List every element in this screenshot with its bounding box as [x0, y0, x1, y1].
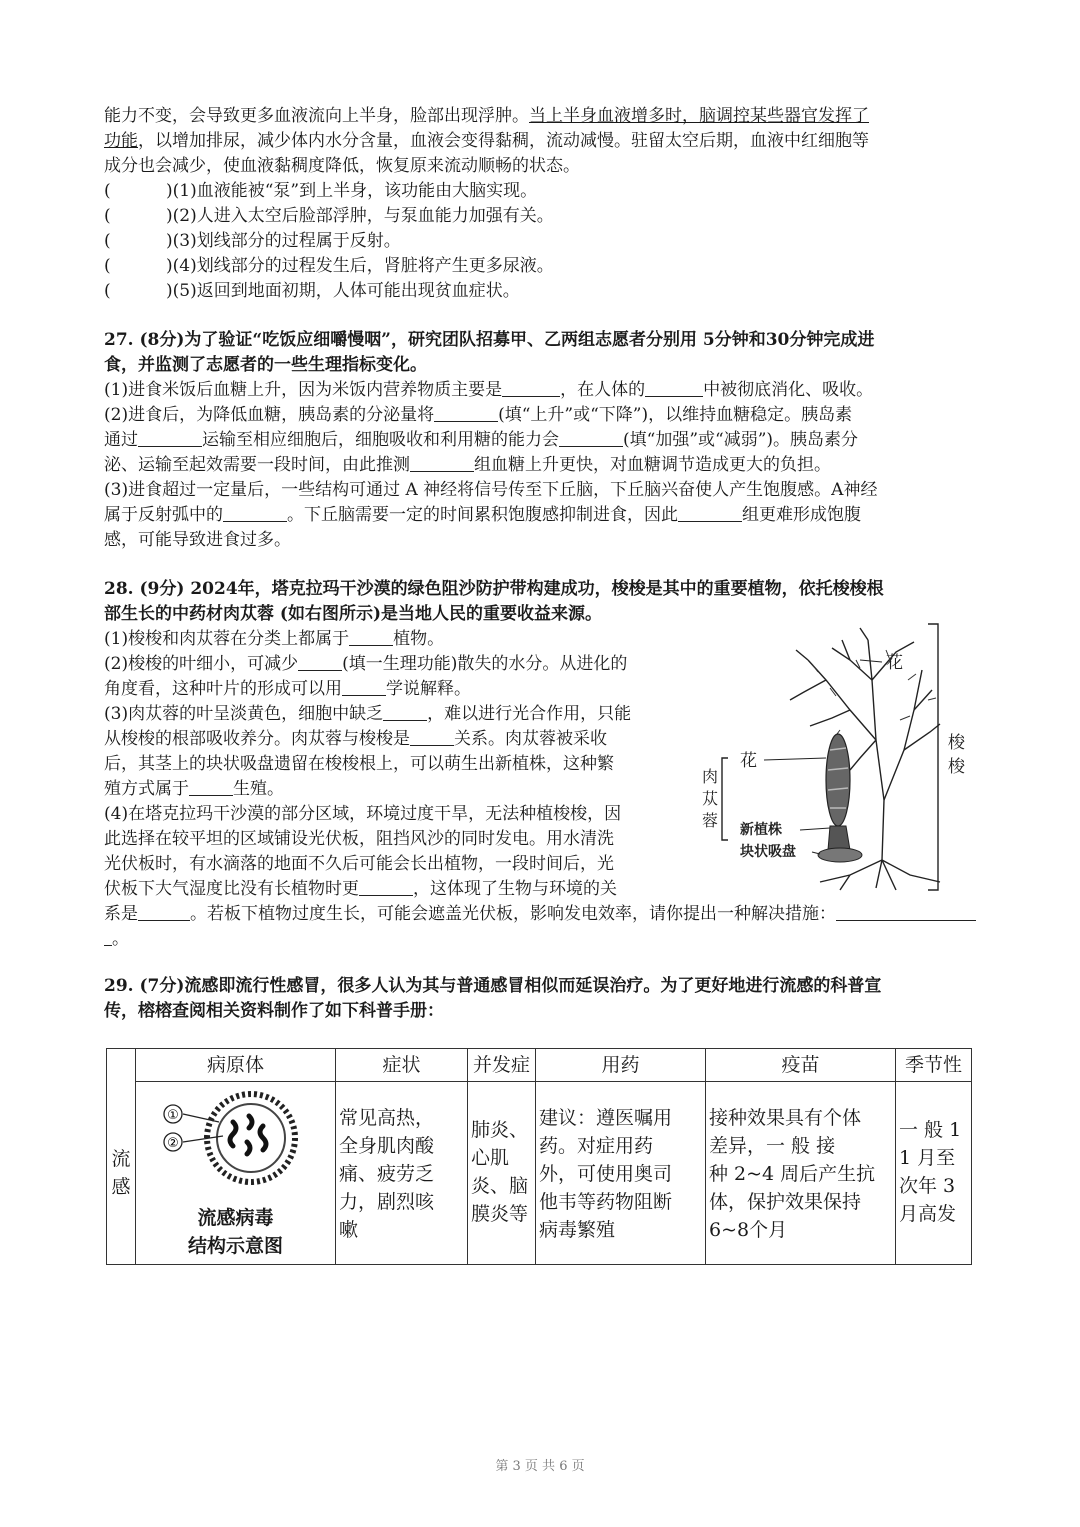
q26-item-text: (5)返回到地面初期，人体可能出现贫血症状。: [172, 281, 520, 301]
q27-sub-3-line-2: [104, 503, 861, 527]
q27-text: 。下丘脑需要一定的时间累积饱腹感抑制进食，因此: [287, 505, 678, 525]
figure-label-char: 梭: [948, 757, 965, 777]
answer-paren-close: ): [166, 256, 173, 276]
roucongrong-plant-drawing: [818, 734, 862, 862]
answer-blank[interactable]: [359, 877, 413, 896]
q27-text: 组更难形成饱腹: [742, 505, 861, 525]
q28-sub-4-line-2: 此选择在较平坦的区域铺设光伏板，阻挡风沙的同时发电。用水清洗: [104, 829, 614, 849]
q28-text: (1)梭梭和肉苁蓉在分类上都属于: [104, 629, 350, 649]
answer-paren-close: ): [166, 231, 173, 251]
q28-text: 。若板下植物过度生长，可能会遮盖光伏板，影响发电效率，请你提出一种解决措施：: [190, 904, 836, 924]
q26-item-5: [104, 279, 520, 303]
answer-blank[interactable]: [410, 727, 454, 746]
q28-text: ，这体现了生物与环境的关: [413, 879, 617, 899]
table-row: [107, 1082, 972, 1265]
table-header-symptoms: 症状: [336, 1049, 468, 1082]
q28-text: (2)梭梭的叶细小，可减少: [104, 654, 299, 674]
q26-item-3: [104, 229, 401, 253]
medication-line: 病毒繁殖: [539, 1219, 616, 1241]
table-header-medication: 用药: [536, 1049, 706, 1082]
q28-text: 角度看，这种叶片的形成可以用: [104, 679, 342, 699]
symptoms-line: 常见高热，: [339, 1107, 435, 1129]
answer-blank[interactable]: [223, 503, 287, 522]
answer-blank[interactable]: [138, 902, 190, 921]
complications-line: 心肌: [471, 1147, 510, 1169]
symptoms-line: 力，剧烈咳: [339, 1191, 435, 1213]
suosuo-bracket: [928, 624, 938, 890]
answer-paren-open[interactable]: (: [104, 181, 111, 201]
q28-sub-2-line-1: [104, 652, 627, 676]
roucongrong-bracket: [722, 758, 728, 840]
answer-paren-close: ): [166, 281, 173, 301]
q26-paragraph-line-2: [104, 129, 869, 153]
virus-structure-diagram: [151, 1086, 321, 1196]
q27-text: ，在人体的: [560, 380, 646, 400]
q28-text: 伏板下大气湿度比没有长植物时更: [104, 879, 359, 899]
vaccine-line: 6~8个月: [709, 1219, 788, 1241]
q27-sub-3-line-3: 感，可能导致进食过多。: [104, 530, 291, 550]
leader-flower: [764, 758, 826, 760]
answer-paren-open[interactable]: (: [104, 206, 111, 226]
q29-title-line-2: 传，榕榕查阅相关资料制作了如下科普手册：: [104, 1001, 444, 1021]
figure-label-suosuo: [948, 733, 966, 777]
table-header-row: [107, 1049, 972, 1082]
vaccine-line: 差异，一 般 接: [709, 1135, 836, 1157]
q28-sub-3-line-1: [104, 702, 631, 726]
q28-sub-1: [104, 627, 444, 651]
q27-sub-3-line-1: (3)进食超过一定量后，一些结构可通过 A 神经将信号传至下丘脑，下丘脑兴奋使人产生饱腹感。A神经: [104, 480, 878, 500]
q26-item-text: (1)血液能被“泵”到上半身，该功能由大脑实现。: [172, 181, 538, 201]
symptoms-line: 痛、疲劳乏: [339, 1163, 435, 1185]
q27-text: 组血糖上升更快，对血糖调节造成更大的负担。: [474, 455, 831, 475]
q28-text: 关系。肉苁蓉被采收: [454, 729, 607, 749]
q26-text: 能力不变，会导致更多血液流向上半身，脸部出现浮肿。: [104, 106, 529, 126]
q28-sub-4-line-3: 光伏板时，有水滴落的地面不久后可能会长出植物，一段时间后，光: [104, 854, 614, 874]
table-row-label: 流感: [107, 1082, 136, 1265]
answer-blank[interactable]: [349, 627, 393, 646]
page-footer: 第 3 页 共 6 页: [495, 1459, 585, 1474]
medication-line: 药。对症用药: [539, 1135, 654, 1157]
figure-label-char: 苁: [702, 789, 719, 808]
q27-sub-2-line-1: [104, 403, 852, 427]
answer-paren-open[interactable]: (: [104, 231, 111, 251]
table-header-vaccine: 疫苗: [706, 1049, 896, 1082]
leader-new-plant: [800, 828, 830, 830]
figure-label-suosuo-text: [948, 733, 966, 777]
medication-line: 外，可使用奥司: [539, 1163, 673, 1185]
virus-figure-cell: [136, 1082, 336, 1265]
figure-label-roucongrong: [702, 767, 718, 830]
q28-sub-4-line-1: (4)在塔克拉玛干沙漠的部分区域，环境过度干旱，无法种植梭梭，因: [104, 804, 622, 824]
season-line: 一 般 1: [899, 1119, 962, 1141]
complications-line: 炎、脑: [471, 1175, 529, 1197]
q28-text: 殖方式属于: [104, 779, 189, 799]
answer-paren-open[interactable]: (: [104, 281, 111, 301]
q26-underlined-text: 当上半身血液增多时，脑调控某些器官发挥了: [529, 106, 869, 126]
q28-sub-3-line-2: [104, 727, 607, 751]
suosuo-roucongrong-figure: [700, 620, 975, 895]
answer-blank[interactable]: [559, 428, 623, 447]
symptoms-line: 嗽: [339, 1219, 359, 1241]
season-line: 1 月至: [899, 1147, 956, 1169]
q27-sub-1: [104, 378, 873, 402]
symptoms-cell: [336, 1082, 468, 1265]
q27-text: 运输至相应细胞后，细胞吸收和利用糖的能力会: [202, 430, 559, 450]
q28-title-line-2: 部生长的中药材肉苁蓉 (如右图所示)是当地人民的重要收益来源。: [104, 604, 603, 624]
complications-line: 肺炎、: [471, 1119, 529, 1141]
medication-line: 建议：遵医嘱用: [539, 1107, 673, 1129]
table-header-season: 季节性: [896, 1049, 972, 1082]
q27-text: (填“加强”或“减弱”)。胰岛素分: [623, 430, 859, 450]
q26-item-text: (3)划线部分的过程属于反射。: [172, 231, 401, 251]
q26-text: ，以增加排尿，减少体内水分含量，血液会变得黏稠，流动减慢。驻留太空后期，血液中红细胞等: [138, 131, 869, 151]
season-cell: [896, 1082, 972, 1265]
table-header-complications: 并发症: [468, 1049, 536, 1082]
q28-text: (3)肉苁蓉的叶呈淡黄色，细胞中缺乏: [104, 704, 384, 724]
virus-caption-line-1: 流感病毒: [197, 1207, 274, 1229]
virus-marker-1-label: ①: [166, 1108, 179, 1123]
q27-text: 泌、运输至起效需要一段时间，由此推测: [104, 455, 410, 475]
q26-item-text: (2)人进入太空后脸部浮肿，与泵血能力加强有关。: [172, 206, 554, 226]
figure-label-char: 肉: [702, 767, 719, 786]
q27-sub-2-line-2: [104, 428, 858, 452]
q26-item-4: [104, 254, 554, 278]
q28-text: 生殖。: [233, 779, 284, 799]
answer-blank[interactable]: [434, 403, 498, 422]
q28-text: 植物。: [393, 629, 445, 649]
answer-blank[interactable]: [342, 677, 386, 696]
q26-item-1: [104, 179, 537, 203]
figure-label-char: 梭: [948, 733, 965, 753]
answer-blank[interactable]: [298, 652, 342, 671]
q27-title-line-1: 27. (8分)为了验证“吃饭应细嚼慢咽”，研究团队招募甲、乙两组志愿者分别用 5分钟和30分钟完成进: [104, 330, 875, 350]
answer-paren-close: ): [166, 206, 173, 226]
season-line: 次年 3: [899, 1175, 956, 1197]
answer-paren-open[interactable]: (: [104, 256, 111, 276]
virus-capsid: [217, 1104, 285, 1172]
table-header-empty: [107, 1049, 136, 1082]
complications-cell: [468, 1082, 536, 1265]
q28-text: 学说解释。: [386, 679, 471, 699]
answer-blank-continued[interactable]: [104, 927, 112, 946]
answer-blank[interactable]: [410, 453, 474, 472]
q28-text: 从梭梭的根部吸收养分。肉苁蓉与梭梭是: [104, 729, 410, 749]
figure-label-flower-top: 花: [886, 653, 903, 673]
figure-label-char: 蓉: [702, 811, 719, 830]
symptoms-line: 全身肌肉酸: [339, 1135, 435, 1157]
q28-sub-2-line-2: [104, 677, 471, 701]
q27-text: 属于反射弧中的: [104, 505, 223, 525]
medication-cell: [536, 1082, 706, 1265]
answer-blank[interactable]: [678, 503, 742, 522]
virus-caption-line-2: 结构示意图: [187, 1235, 283, 1257]
q28-sub-4-line-6: [104, 927, 129, 951]
q27-text: (填“上升”或“下降”)，以维持血糖稳定。胰岛素: [498, 405, 853, 425]
table-header-pathogen: 病原体: [136, 1049, 336, 1082]
q26-paragraph-line-1: [104, 104, 869, 128]
figure-label-roucongrong-text: [702, 767, 718, 830]
answer-paren-close: ): [166, 181, 173, 201]
q27-text: (1)进食米饭后血糖上升，因为米饭内营养物质主要是: [104, 380, 503, 400]
q28-sub-4-line-4: [104, 877, 617, 901]
q26-item-2: [104, 204, 554, 228]
q28-text: 系是: [104, 904, 138, 924]
q29-title-line-1: 29. (7分)流感即流行性感冒，很多人认为其与普通感冒相似而延误治疗。为了更好地进行流感的科普宣: [104, 976, 882, 996]
virus-marker-2-label: ②: [166, 1136, 179, 1151]
figure-label-new-plant: 新植株: [740, 822, 782, 838]
figure-label-sucker: 块状吸盘: [740, 844, 796, 860]
q28-title-line-1: 28. (9分) 2024年，塔克拉玛干沙漠的绿色阻沙防护带构建成功，梭梭是其中的重要植物，依托梭梭根: [104, 579, 884, 599]
complications-line: 膜炎等: [471, 1203, 529, 1225]
q28-sub-3-line-4: [104, 777, 284, 801]
leader-flower-top: [860, 660, 882, 662]
suosuo-plant-drawing: [790, 628, 940, 890]
season-line: 月高发: [899, 1203, 957, 1225]
q27-title-line-2: 食，并监测了志愿者的一些生理指标变化。: [104, 355, 427, 375]
vaccine-cell: [706, 1082, 896, 1265]
q28-sub-3-line-3: 后，其茎上的块状吸盘遗留在梭梭根上，可以萌生出新植株，这种繁: [104, 754, 614, 774]
q28-text: (填一生理功能)散失的水分。从进化的: [342, 654, 628, 674]
medication-line: 他韦等药物阻断: [539, 1191, 673, 1213]
vaccine-line: 种 2~4 周后产生抗: [709, 1163, 876, 1185]
answer-blank[interactable]: [502, 378, 560, 397]
flu-info-table: [106, 1048, 972, 1265]
answer-blank[interactable]: [383, 702, 427, 721]
q27-text: 通过: [104, 430, 138, 450]
q27-text: (2)进食后，为降低血糖，胰岛素的分泌量将: [104, 405, 435, 425]
q28-text: 。: [112, 929, 129, 949]
vaccine-line: 体，保护效果保持: [709, 1191, 862, 1213]
q27-text: 中被彻底消化、吸收。: [703, 380, 874, 400]
answer-blank[interactable]: [645, 378, 703, 397]
answer-blank[interactable]: [189, 777, 233, 796]
q27-sub-2-line-3: [104, 453, 831, 477]
vaccine-line: 接种效果具有个体: [709, 1107, 862, 1129]
q28-text: ，难以进行光合作用，只能: [427, 704, 632, 724]
answer-blank[interactable]: [138, 428, 202, 447]
q28-sub-4-line-5: [104, 902, 976, 926]
q26-paragraph-line-3: 成分也会减少，使血液黏稠度降低，恢复原来流动顺畅的状态。: [104, 156, 580, 176]
answer-blank-long[interactable]: [836, 902, 976, 921]
q26-item-text: (4)划线部分的过程发生后，肾脏将产生更多尿液。: [172, 256, 554, 276]
figure-label-flower: 花: [740, 751, 757, 771]
q26-underlined-text: 功能: [104, 131, 138, 151]
